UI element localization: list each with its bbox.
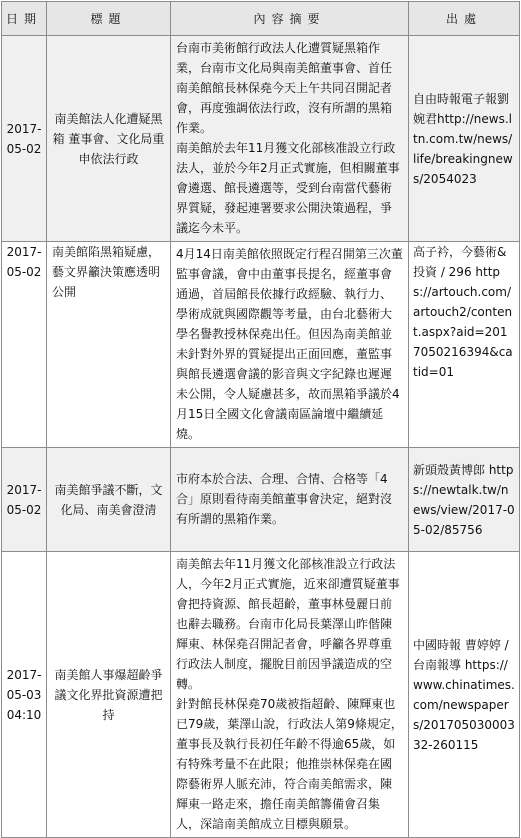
row-title: 南美館法人化遭疑黑箱 董事會、文化局重申依法行政 (47, 36, 171, 242)
header-summary: 內容摘要 (171, 2, 409, 36)
summary-paragraph: 市府本於合法、合理、合情、合格等「4合」原則看待南美館董事會決定，絕對沒有所謂的黑箱作業。 (176, 472, 393, 526)
row-source: 自由時報電子報劉婉君http://news.ltn.com.tw/news/life/breakingnews/2054023 (409, 36, 520, 242)
row-source: 高子衿，今藝術&投資 / 296 https://artouch.com/artouch2/content.aspx?aid=2017050216394&catid=01 (409, 242, 520, 448)
row-summary (171, 552, 409, 838)
table-row (2, 448, 520, 552)
header-source: 出處 (409, 2, 520, 36)
row-summary (171, 448, 409, 552)
summary-paragraph: 南美館於去年11月獲文化部核准設立行政法人，並於今年2月正式實施，但相關董事會遴選、館長遴選等，受到台南當代藝術界質疑，發起連署要求公開決策過程，爭議迄今未平。 (176, 141, 400, 235)
row-title: 南美館爭議不斷，文化局、南美會澄清 (47, 448, 171, 552)
row-date: 2017- 05-02 (2, 36, 47, 242)
table-row (2, 242, 520, 448)
summary-paragraph: 台南市美術館行政法人化遭質疑黑箱作業，台南市文化局與南美館董事會、首任南美館館長林保堯今天上午共同召開記者會，再度強調依法行政，沒有所謂的黑箱作業。 (176, 41, 393, 135)
row-date: 2017- 05-02 (2, 448, 47, 552)
header-date: 日期 (2, 2, 47, 36)
row-summary (171, 36, 409, 242)
header-row (2, 2, 520, 36)
row-source: 中國時報 曹婷婷 / 台南報導 https://www.chinatimes.com/newspapers/20170503000332-260115 (409, 552, 520, 838)
row-title: 南美館人事爆超齡爭議文化界批資源遭把持 (47, 552, 171, 838)
summary-paragraph: 4月14日南美館依照既定行程召開第三次董監事會議，會中由董事長提名，經董事會通過，首屆館長依據行政經驗、執行力、學術成就與國際觀等考量，由台北藝術大學名譽教授林保堯出任。但因為南美館並未針對外界的質疑提出正面回應，董監事與館長遴選會議的影音與文字紀錄也遲遲未公開，令人疑慮甚多，故而黑箱爭議於4月15日全國文化會議南區論壇中繼續延燒。 (176, 247, 403, 441)
row-summary (171, 242, 409, 448)
summary-paragraph: 針對館長林保堯70歲被指超齡、陳輝東也已79歲，葉澤山說，行政法人第9條規定，董事長及執行長初任年齡不得逾65歲，如有特殊考量不在此限；他推崇林保堯在國際藝術界人脈充沛，符合南美館需求，陳輝東一路走來，擔任南美館籌備會召集人，深諳南美館成立目標與願景。 (176, 697, 403, 831)
row-source: 新頭殼黃博郎 https://newtalk.tw/news/view/2017-05-02/85756 (409, 448, 520, 552)
news-table (1, 1, 520, 838)
row-date: 2017- 05-02 (2, 242, 47, 448)
table-row (2, 552, 520, 838)
row-date: 2017- 05-03 04:10 (2, 552, 47, 838)
summary-paragraph: 南美館去年11月獲文化部核准設立行政法人，今年2月正式實施，近來卻遭質疑董事會把持資源、館長超齡，董事林曼麗日前也辭去職務。台南市化局長葉澤山昨偕陳輝東、林保堯召開記者會，呼籲各界尊重行政法人制度，擺脫目前因爭議造成的空轉。 (176, 557, 400, 691)
table-row (2, 36, 520, 242)
row-title: 南美館陷黑箱疑慮，藝文界籲決策應透明公開 (47, 242, 171, 448)
header-title: 標題 (47, 2, 171, 36)
